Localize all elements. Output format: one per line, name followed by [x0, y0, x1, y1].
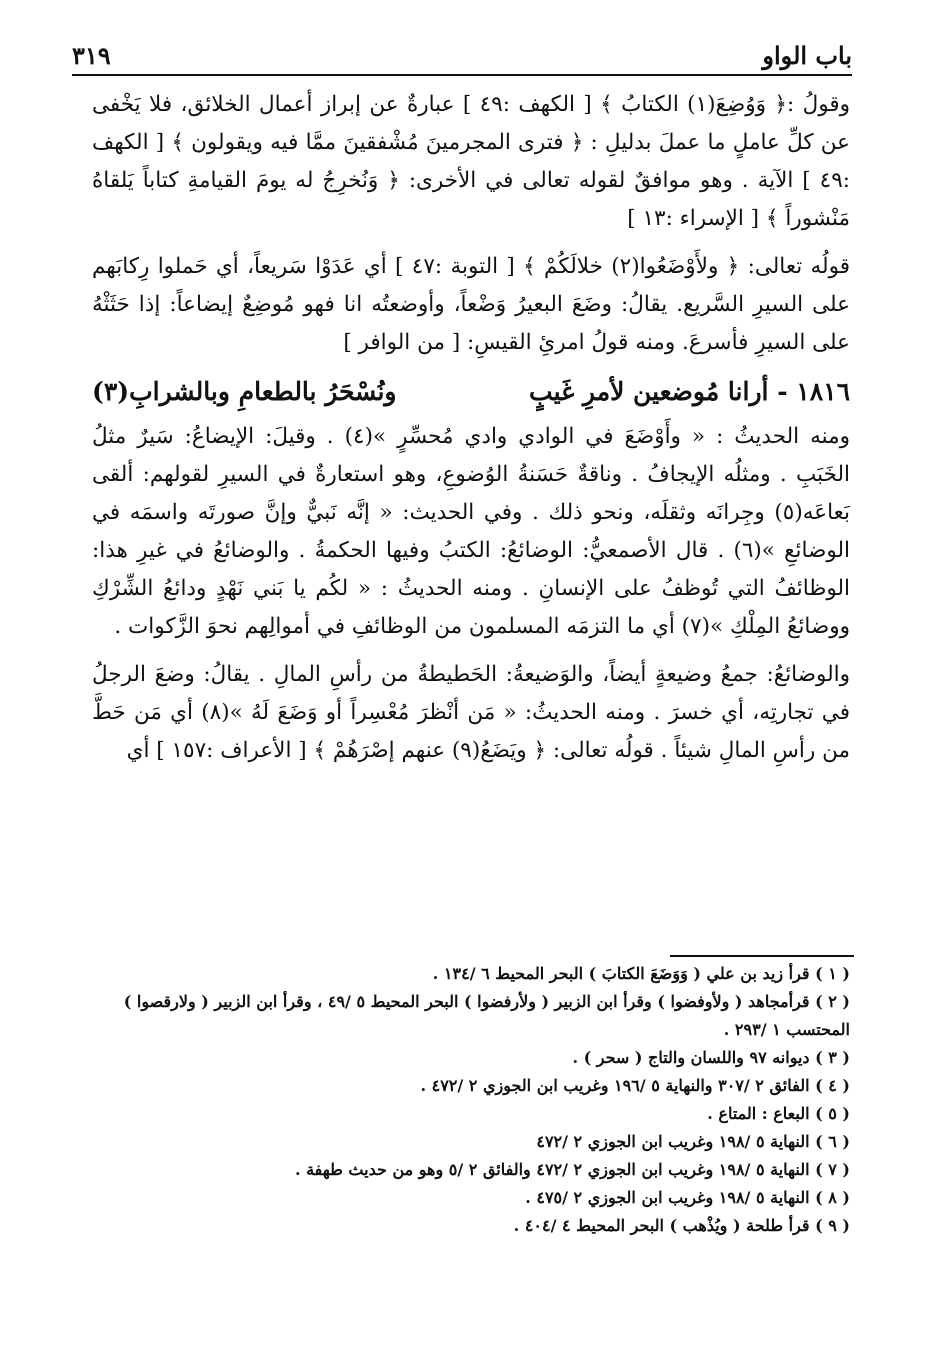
footnote: ( ٤ ) الفائق ٢ /٣٠٧ والنهاية ٥ /١٩٦ وغريب ابن الجوزي ٢ /٤٧٢ .	[420, 1076, 850, 1095]
footnote: ( ٧ ) النهاية ٥ /١٩٨ وغريب ابن الجوزي ٢ /٤٧٢ والفائق ٢ /٥ وهو من حديث طهفة .	[294, 1160, 850, 1179]
page-header	[72, 30, 852, 76]
verse-second-hemistich: ونُسْحَرُ بالطعامِ وبالشرابِ(٣)	[92, 377, 397, 406]
verse-number: ١٨١٦ -	[777, 377, 850, 406]
footnote: ( ٩ ) قرأ طلحة ( ويُذْهب ) البحر المحيط ٤ /٤٠٤ .	[513, 1216, 850, 1235]
paragraph: قولُه تعالى: ﴿ ولأَوْضَعُوا(٢) خلالَكُمْ ﴾ [ التوبة :٤٧ ] أي عَدَوْا سَريعاً، أي حَملوا رِكابَهم على السيرِ السَّريع. يقالُ: وضَعَ البعيرُ وَضْعاً، وأوضعتُه انا فهو مُوضِعٌ إيضاعاً: إذا حَثَثْهُ على السيرِ فأسرعَ. ومنه قولُ امرئِ القيسِ: [ من الوافر ]	[92, 254, 850, 355]
footnotes	[90, 960, 850, 1240]
paragraph: والوضائعُ: جمعُ وضيعةٍ أيضاً، والوَضيعةُ: الحَطيطةُ من رأسِ المالِ . يقالُ: وضعَ الرجلُ في تجارتِه، أي خسرَ . ومنه الحديثُ: « مَن أنْظرَ مُعْسِراً أو وَضَعَ لَهُ »(٨) أي مَن حَطَّ من رأسِ المالِ شيئاً . قولُه تعالى: ﴿ ويَضَعُ(٩) عنهم إصْرَهُمْ ﴾ [ الأعراف :١٥٧ ] أي	[92, 662, 850, 763]
footnote: ( ٨ ) النهاية ٥ /١٩٨ وغريب ابن الجوزي ٢ /٤٧٥ .	[525, 1188, 850, 1207]
paragraph: ومنه الحديثُ : « وأَوْضَعَ في الوادي وادي مُحسِّرٍ »(٤) . وقيلَ: الإيضاعُ: سَيرٌ مثلُ الخَبَبِ . ومثلُه الإيجافُ . وناقةٌ حَسَنةُ الوُضوعِ، وهو استعارةٌ في السيرِ لقولهم: ألقى بَعاعَه(٥) وجِرانَه وثقلَه، ونحو ذلك . وفي الحديث: « إنَّه نَبيٌّ وإنَّ صورتَه واسمَه في الوضائعِ »(٦) . قال الأصمعيُّ: الوضائعُ: الكتبُ وفيها الحكمةُ . والوضائعُ في غيرِ هذا: الوظائفُ التي تُوظفُ على الإنسانِ . ومنه الحديثُ : « لكُم يا بَني نَهْدٍ ودائعُ الشِّرْكِ ووضائعُ المِلْكِ »(٧) أي ما التزمَه المسلمون من الوظائفِ في أموالِهم نحوَ الزَّكوات .	[92, 424, 850, 639]
paragraph: وقولُ :﴿ وَوُضِعَ(١) الكتابُ ﴾ [ الكهف :٤٩ ] عبارةٌ عن إبراز أعمال الخلائق، فلا يَخْفى عن كلِّ عاملٍ ما عملَ بدليلِ : ﴿ فترى المجرمينَ مُشْفقينَ ممَّا فيه ويقولون ﴾ [ الكهف :٤٩ ] الآية . وهو موافقٌ لقوله تعالى في الأخرى: ﴿ وَنُخرِجُ له يومَ القيامةِ كتاباً يَلقاهُ مَنْشوراً ﴾ [ الإسراء :١٣ ]	[92, 92, 851, 231]
footnote: ( ٥ ) البعاع : المتاع .	[707, 1104, 850, 1123]
footnote-separator	[670, 955, 854, 957]
footnote: ( ١ ) قرأ زيد بن علي ( وَوَضَعَ الكتابَ ) البحر المحيط ٦ /١٣٤ .	[432, 964, 850, 983]
footnote: ( ٦ ) النهاية ٥ /١٩٨ وغريب ابن الجوزي ٢ /٤٧٢	[536, 1132, 850, 1151]
page-number: ٣١٩	[72, 41, 111, 70]
verse-first-hemistich: ١٨١٦ - أرانا مُوضعين لأمرِ غَيبٍ	[529, 377, 850, 406]
footnote: ( ٣ ) ديوانه ٩٧ واللسان والتاج ( سحر ) .	[572, 1048, 850, 1067]
main-text	[92, 86, 850, 780]
verse-line	[92, 372, 850, 412]
running-title: باب الواو	[762, 41, 852, 70]
footnote: ( ٢ ) قرأمجاهد ( ولأوفضوا ) وقرأ ابن الزبير ( ولأرفضوا ) البحر المحيط ٥ /٤٩ ، وقرأ ابن الزبير ( ولارقصوا ) المحتسب ١ /٢٩٣ .	[123, 992, 850, 1039]
